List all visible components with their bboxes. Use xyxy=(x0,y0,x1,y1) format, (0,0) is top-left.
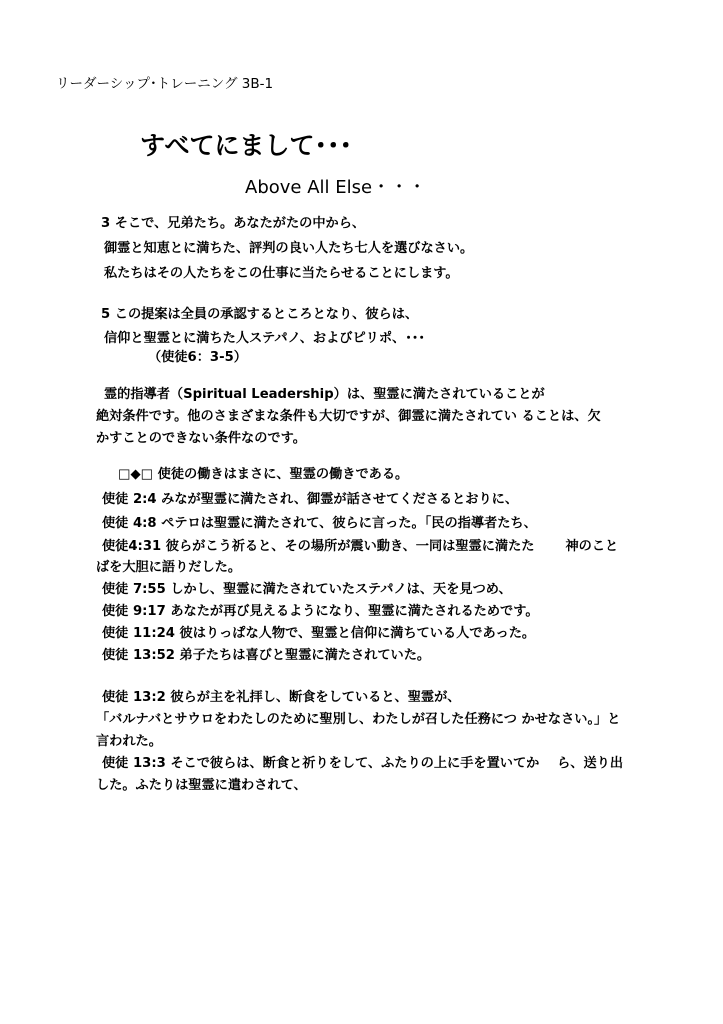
scripture-line: 信仰と聖霊とに満ちた人ステパノ、およびピリポ、･･･ xyxy=(104,331,425,346)
verse-line: ばを大胆に語りだした。 xyxy=(96,560,242,575)
verse-line: 使徒 2:4 みなが聖霊に満たされ、御霊が話させてくださるとおりに、 xyxy=(102,492,519,507)
document-header: リーダーシップ･トレーニング 3B-1 xyxy=(56,76,274,92)
scripture-line: 御霊と知恵とに満ちた、評判の良い人たち七人を選びなさい。 xyxy=(104,241,474,256)
verse-line: 使徒 4:8 ペテロは聖霊に満たされて、彼らに言った。「民の指導者たち、 xyxy=(102,516,537,531)
verse-line: 使徒 13:52 弟子たちは喜びと聖霊に満たされていた。 xyxy=(102,648,431,663)
body-paragraph-line: 絶対条件です。他のさまざまな条件も大切ですが、御霊に満たされてい ることは、欠 xyxy=(96,409,601,424)
verse-line: 使徒 13:2 彼らが主を礼拝し、断食をしていると、聖霊が、 xyxy=(102,690,461,705)
scripture-line: 5 この提案は全員の承認するところとなり、彼らは、 xyxy=(101,307,419,322)
verse-line: 使徒 9:17 あなたが再び見えるようになり、聖霊に満たされるためです。 xyxy=(102,604,539,619)
verse-line: した。ふたりは聖霊に遣わされて、 xyxy=(96,778,307,793)
page-subtitle: Above All Else・・・ xyxy=(245,177,427,198)
verse-line: 「バルナバとサウロをわたしのために聖別し、わたしが召した任務につ かせなさい。」と xyxy=(96,712,621,727)
body-paragraph-line: 霊的指導者（Spiritual Leadership）は、聖霊に満たされていることが xyxy=(104,387,545,402)
scripture-reference: （使徒6：3-5） xyxy=(148,350,247,365)
section-heading: □◆□ 使徒の働きはまさに、聖霊の働きである。 xyxy=(118,467,409,482)
scripture-line: 私たちはその人たちをこの仕事に当たらせることにします。 xyxy=(104,266,459,281)
verse-line: 使徒 13:3 そこで彼らは、断食と祈りをして、ふたりの上に手を置いてか ら、送り出 xyxy=(102,756,624,771)
scripture-line: 3 そこで、兄弟たち。あなたがたの中から、 xyxy=(101,216,366,231)
verse-line: 言われた。 xyxy=(96,734,162,749)
page-title: すべてにまして･･･ xyxy=(140,131,353,160)
verse-line: 使徒 11:24 彼はりっぱな人物で、聖霊と信仰に満ちている人であった。 xyxy=(102,626,536,641)
verse-line: 使徒4:31 彼らがこう祈ると、その場所が震い動き、一同は聖霊に満たた 神のこと xyxy=(102,539,619,554)
verse-line: 使徒 7:55 しかし、聖霊に満たされていたステパノは、天を見つめ、 xyxy=(102,582,512,597)
body-paragraph-line: かすことのできない条件なのです。 xyxy=(96,431,306,446)
